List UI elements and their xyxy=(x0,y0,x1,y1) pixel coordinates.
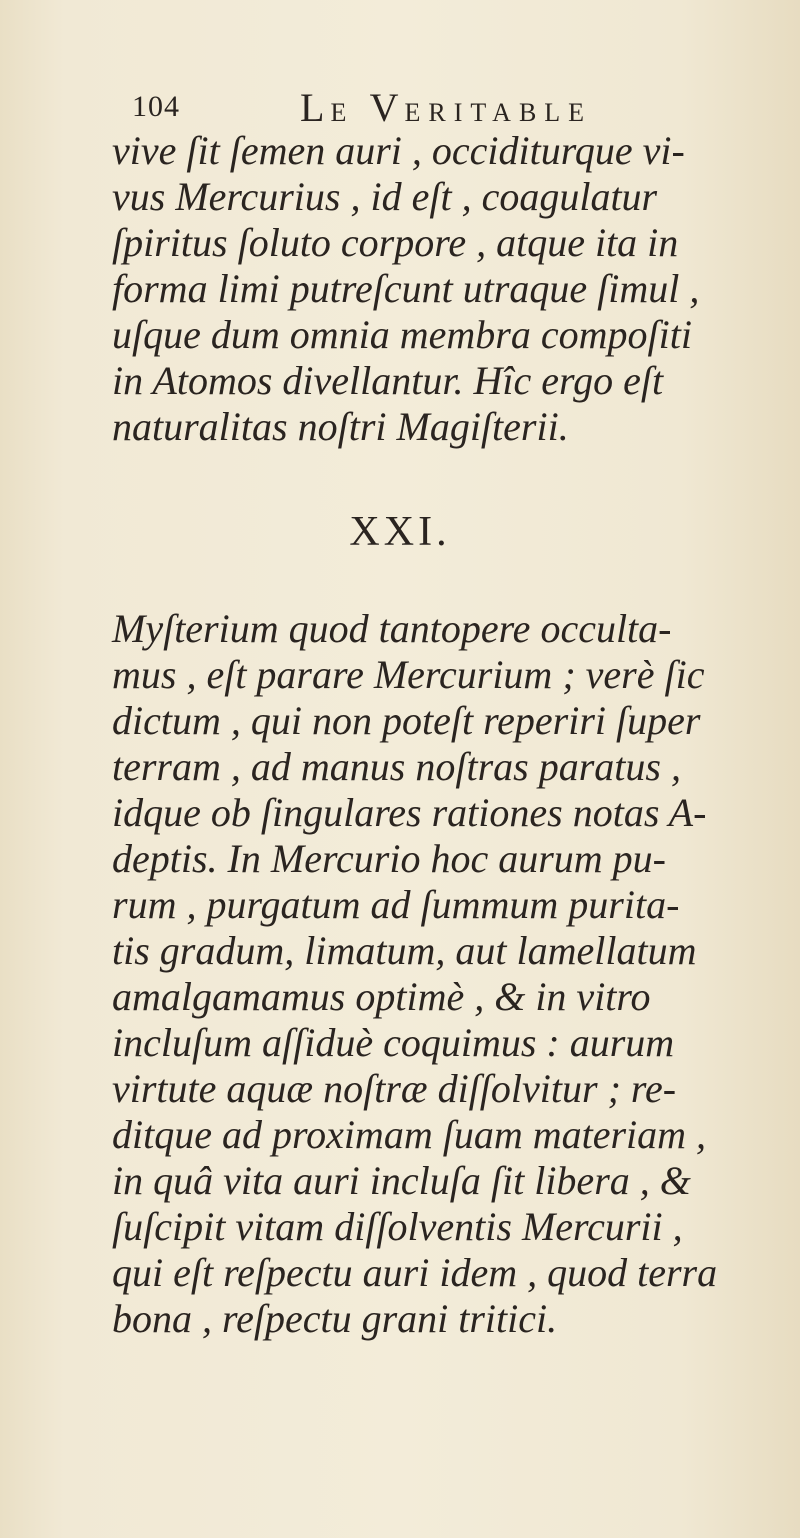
text-line: ſuſcipit vitam diſſolventis Mercurii , xyxy=(112,1204,683,1249)
text-line: incluſum aſſiduè coquimus : aurum xyxy=(112,1020,675,1065)
text-line: ditque ad proximam ſuam materiam , xyxy=(112,1112,707,1157)
text-line: in quâ vita auri incluſa ſit libera , & xyxy=(112,1158,691,1203)
running-title-rest-1: E xyxy=(330,98,355,127)
text-line: qui eſt reſpectu auri idem , quod terra xyxy=(112,1250,718,1295)
running-title-initial-1: L xyxy=(300,85,331,130)
text-line: naturalitas noſtri Magiſterii. xyxy=(112,404,569,449)
text-line: mus , eſt parare Mercurium ; verè ſic xyxy=(112,652,705,697)
running-head xyxy=(132,84,692,134)
text-line: idque ob ſingulares rationes notas A- xyxy=(112,790,707,835)
text-line: vus Mercurius , id eſt , coagulatur xyxy=(112,174,658,219)
text-line: in Atomos divellantur. Hîc ergo eſt xyxy=(112,358,664,403)
text-line: dictum , qui non poteſt reperiri ſuper xyxy=(112,698,701,743)
text-line: Myſterium quod tantopere occulta- xyxy=(112,606,672,651)
text-line: uſque dum omnia membra compoſiti xyxy=(112,312,692,357)
text-line: forma limi putreſcunt utraque ſimul , xyxy=(112,266,700,311)
running-title xyxy=(300,84,592,131)
text-line: amalgamamus optimè , & in vitro xyxy=(112,974,651,1019)
paragraph-2 xyxy=(112,606,772,1342)
text-line: ſpiritus ſoluto corpore , atque ita in xyxy=(112,220,679,265)
text-line: tis gradum, limatum, aut lamellatum xyxy=(112,928,697,973)
text-line: bona , reſpectu grani tritici. xyxy=(112,1296,558,1341)
text-line: vive ſit ſemen auri , occiditurque vi- xyxy=(112,128,685,173)
text-line: terram , ad manus noſtras paratus , xyxy=(112,744,681,789)
section-heading: XXI. xyxy=(349,509,451,555)
text-line: virtute aquæ noſtræ diſſolvitur ; re- xyxy=(112,1066,677,1111)
running-title-initial-2: V xyxy=(369,85,405,130)
text-line: rum , purgatum ad ſummum purita- xyxy=(112,882,680,927)
page-number: 104 xyxy=(132,90,180,123)
paragraph-1 xyxy=(112,128,772,450)
text-line: deptis. In Mercurio hoc aurum pu- xyxy=(112,836,666,881)
running-title-rest-2: ERITABLE xyxy=(404,98,593,127)
